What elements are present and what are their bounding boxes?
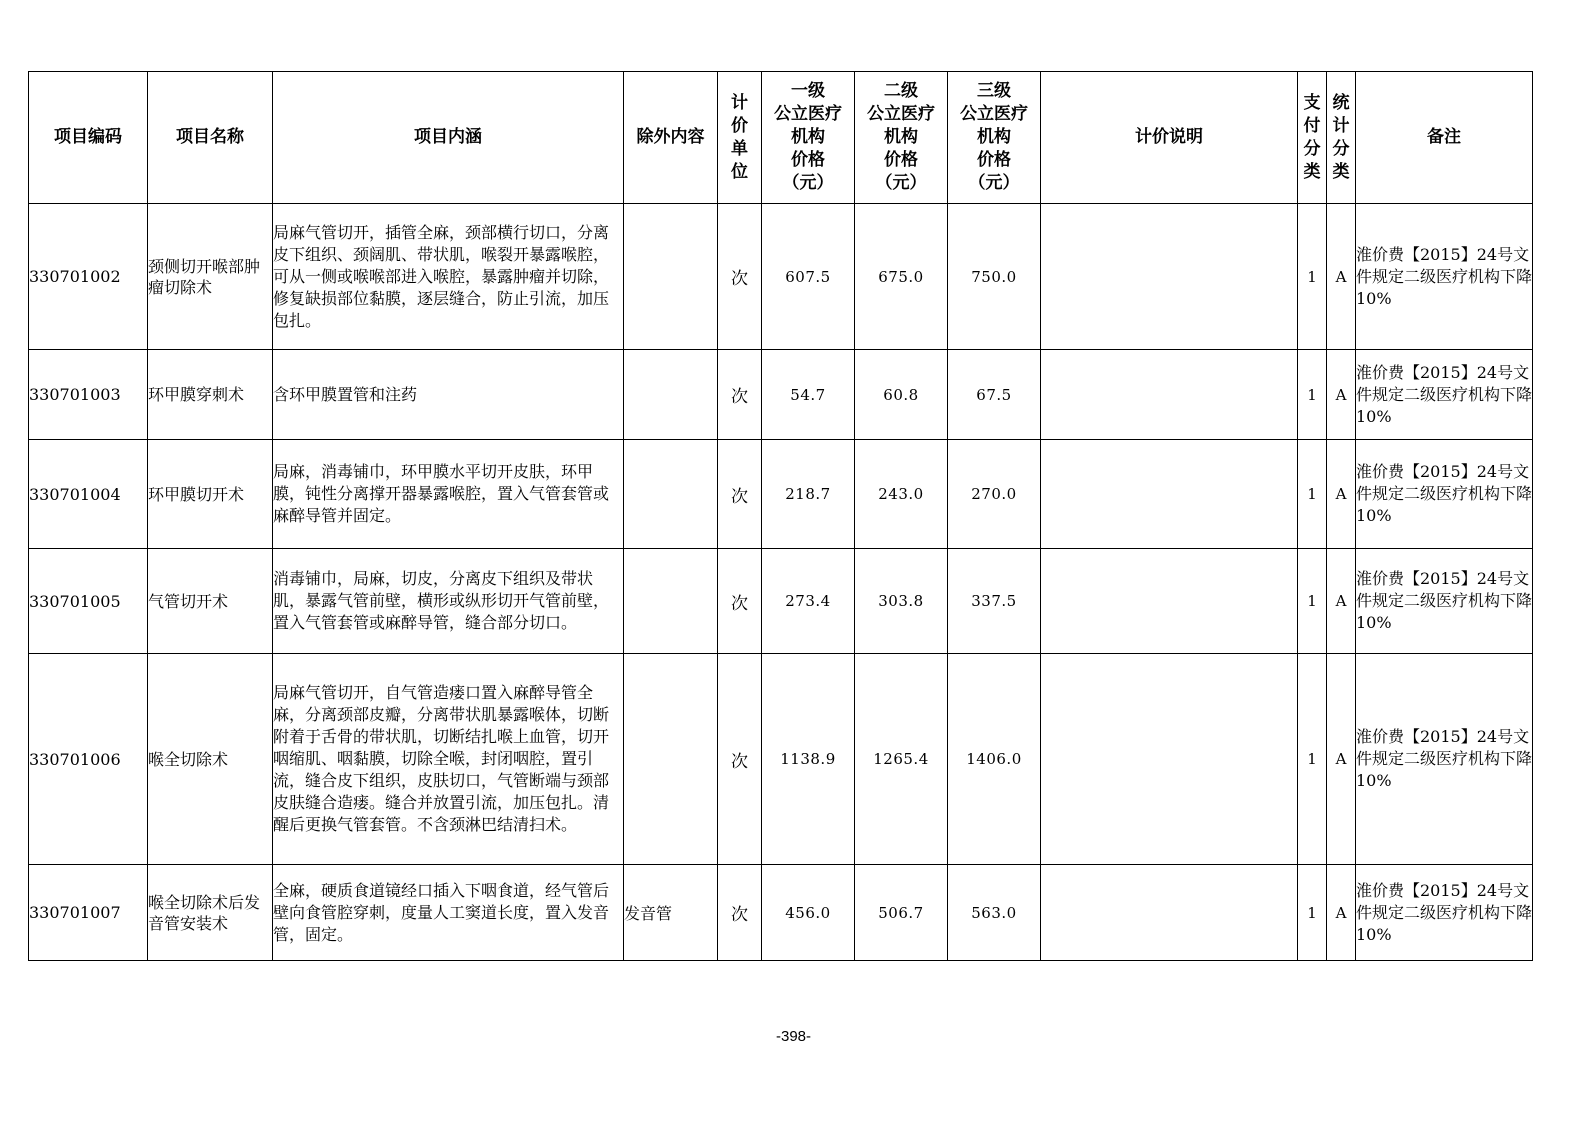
cell-price2: 506.7 xyxy=(855,865,948,961)
page-number: -398- xyxy=(775,1028,812,1045)
cell-unit: 次 xyxy=(718,350,762,440)
cell-unit: 次 xyxy=(718,549,762,654)
header-price3-line: （元） xyxy=(968,173,1020,193)
cell-remark: 淮价费【2015】24号文件规定二级医疗机构下降10% xyxy=(1356,654,1533,865)
cell-price1: 54.7 xyxy=(762,350,855,440)
cell-explanation xyxy=(1041,204,1298,350)
cell-content: 局麻，消毒铺巾，环甲膜水平切开皮肤，环甲膜，钝性分离撑开器暴露喉腔，置入气管套管或麻醉导管并固定。 xyxy=(273,440,624,549)
cell-code: 330701005 xyxy=(29,549,148,654)
cell-price3: 750.0 xyxy=(948,204,1041,350)
table-row xyxy=(29,350,1533,440)
cell-exclusion xyxy=(624,654,718,865)
cell-content: 消毒铺巾，局麻，切皮，分离皮下组织及带状肌，暴露气管前壁，横形或纵形切开气管前壁，置入气管套管或麻醉导管，缝合部分切口。 xyxy=(273,549,624,654)
cell-content: 全麻，硬质食道镜经口插入下咽食道，经气管后壁向食管腔穿刺，度量人工窦道长度，置入发音管，固定。 xyxy=(273,865,624,961)
cell-explanation xyxy=(1041,350,1298,440)
cell-price3: 337.5 xyxy=(948,549,1041,654)
table-row xyxy=(29,549,1533,654)
cell-price2: 1265.4 xyxy=(855,654,948,865)
cell-exclusion xyxy=(624,350,718,440)
header-unit: 计价单位 xyxy=(731,92,748,182)
header-price2 xyxy=(855,72,948,204)
header-price3-line: 三级 xyxy=(977,81,1011,101)
header-row xyxy=(29,72,1533,204)
cell-name: 环甲膜切开术 xyxy=(148,440,273,549)
cell-price3: 67.5 xyxy=(948,350,1041,440)
header-name: 项目名称 xyxy=(148,72,273,204)
cell-remark: 淮价费【2015】24号文件规定二级医疗机构下降10% xyxy=(1356,204,1533,350)
header-unit-cell xyxy=(718,72,762,204)
cell-price2: 60.8 xyxy=(855,350,948,440)
cell-price1: 607.5 xyxy=(762,204,855,350)
header-code: 项目编码 xyxy=(29,72,148,204)
header-price3-line: 公立医疗 xyxy=(960,104,1028,124)
cell-pay: 1 xyxy=(1298,350,1327,440)
cell-pay: 1 xyxy=(1298,549,1327,654)
cell-stat: A xyxy=(1327,865,1356,961)
header-price1-line: 价格 xyxy=(791,150,825,170)
cell-unit: 次 xyxy=(718,440,762,549)
cell-price1: 218.7 xyxy=(762,440,855,549)
cell-remark: 淮价费【2015】24号文件规定二级医疗机构下降10% xyxy=(1356,440,1533,549)
table-row xyxy=(29,440,1533,549)
cell-stat: A xyxy=(1327,440,1356,549)
header-price1-line: 机构 xyxy=(791,127,825,147)
cell-price1: 1138.9 xyxy=(762,654,855,865)
cell-stat: A xyxy=(1327,654,1356,865)
header-price2-line: （元） xyxy=(875,173,927,193)
header-price2-line: 二级 xyxy=(884,81,918,101)
header-price1-line: 一级 xyxy=(791,81,825,101)
cell-remark: 淮价费【2015】24号文件规定二级医疗机构下降10% xyxy=(1356,549,1533,654)
header-price2-line: 机构 xyxy=(884,127,918,147)
cell-price3: 563.0 xyxy=(948,865,1041,961)
cell-pay: 1 xyxy=(1298,654,1327,865)
header-exclusion: 除外内容 xyxy=(624,72,718,204)
cell-content: 局麻气管切开，插管全麻，颈部横行切口，分离皮下组织、颈阔肌、带状肌，喉裂开暴露喉腔，可从一侧或喉喉部进入喉腔，暴露肿瘤并切除，修复缺损部位黏膜，逐层缝合，防止引流，加压包扎。 xyxy=(273,204,624,350)
cell-code: 330701006 xyxy=(29,654,148,865)
cell-price2: 675.0 xyxy=(855,204,948,350)
header-price3-line: 机构 xyxy=(977,127,1011,147)
header-price3 xyxy=(948,72,1041,204)
cell-stat: A xyxy=(1327,350,1356,440)
table-row xyxy=(29,654,1533,865)
cell-name: 喉全切除术后发音管安装术 xyxy=(148,865,273,961)
cell-exclusion xyxy=(624,549,718,654)
header-price3-line: 价格 xyxy=(977,150,1011,170)
cell-name: 气管切开术 xyxy=(148,549,273,654)
cell-unit: 次 xyxy=(718,654,762,865)
cell-remark: 淮价费【2015】24号文件规定二级医疗机构下降10% xyxy=(1356,865,1533,961)
header-explanation: 计价说明 xyxy=(1041,72,1298,204)
cell-pay: 1 xyxy=(1298,440,1327,549)
cell-name: 颈侧切开喉部肿瘤切除术 xyxy=(148,204,273,350)
cell-code: 330701004 xyxy=(29,440,148,549)
cell-unit: 次 xyxy=(718,865,762,961)
cell-content: 局麻气管切开，自气管造瘘口置入麻醉导管全麻，分离颈部皮瓣，分离带状肌暴露喉体，切断附着于舌骨的带状肌，切断结扎喉上血管，切开咽缩肌、咽黏膜，切除全喉，封闭咽腔，置引流，缝合皮下组织，皮肤切口，气管断端与颈部皮肤缝合造瘘。缝合并放置引流，加压包扎。清醒后更换气管套管。不含颈淋巴结清扫术。 xyxy=(273,654,624,865)
header-stat-category: 统计分类 xyxy=(1332,92,1350,182)
table-row xyxy=(29,865,1533,961)
cell-stat: A xyxy=(1327,204,1356,350)
cell-stat: A xyxy=(1327,549,1356,654)
fee-table xyxy=(28,71,1533,961)
header-remark: 备注 xyxy=(1356,72,1533,204)
header-price1 xyxy=(762,72,855,204)
cell-remark: 淮价费【2015】24号文件规定二级医疗机构下降10% xyxy=(1356,350,1533,440)
cell-price2: 303.8 xyxy=(855,549,948,654)
header-price1-line: 公立医疗 xyxy=(774,104,842,124)
cell-price1: 273.4 xyxy=(762,549,855,654)
header-stat-cell xyxy=(1327,72,1356,204)
cell-price2: 243.0 xyxy=(855,440,948,549)
cell-pay: 1 xyxy=(1298,204,1327,350)
cell-exclusion xyxy=(624,204,718,350)
cell-explanation xyxy=(1041,654,1298,865)
cell-code: 330701003 xyxy=(29,350,148,440)
header-price2-line: 公立医疗 xyxy=(867,104,935,124)
cell-explanation xyxy=(1041,549,1298,654)
cell-code: 330701007 xyxy=(29,865,148,961)
cell-explanation xyxy=(1041,440,1298,549)
cell-name: 环甲膜穿刺术 xyxy=(148,350,273,440)
header-content: 项目内涵 xyxy=(273,72,624,204)
cell-exclusion xyxy=(624,440,718,549)
header-price1-line: （元） xyxy=(782,173,834,193)
header-pay-cell xyxy=(1298,72,1327,204)
cell-code: 330701002 xyxy=(29,204,148,350)
cell-price3: 1406.0 xyxy=(948,654,1041,865)
cell-explanation xyxy=(1041,865,1298,961)
cell-name: 喉全切除术 xyxy=(148,654,273,865)
cell-content: 含环甲膜置管和注药 xyxy=(273,350,624,440)
table-row xyxy=(29,204,1533,350)
cell-exclusion: 发音管 xyxy=(624,865,718,961)
cell-price3: 270.0 xyxy=(948,440,1041,549)
cell-price1: 456.0 xyxy=(762,865,855,961)
cell-pay: 1 xyxy=(1298,865,1327,961)
cell-unit: 次 xyxy=(718,204,762,350)
header-price2-line: 价格 xyxy=(884,150,918,170)
header-pay-category: 支付分类 xyxy=(1303,92,1321,182)
